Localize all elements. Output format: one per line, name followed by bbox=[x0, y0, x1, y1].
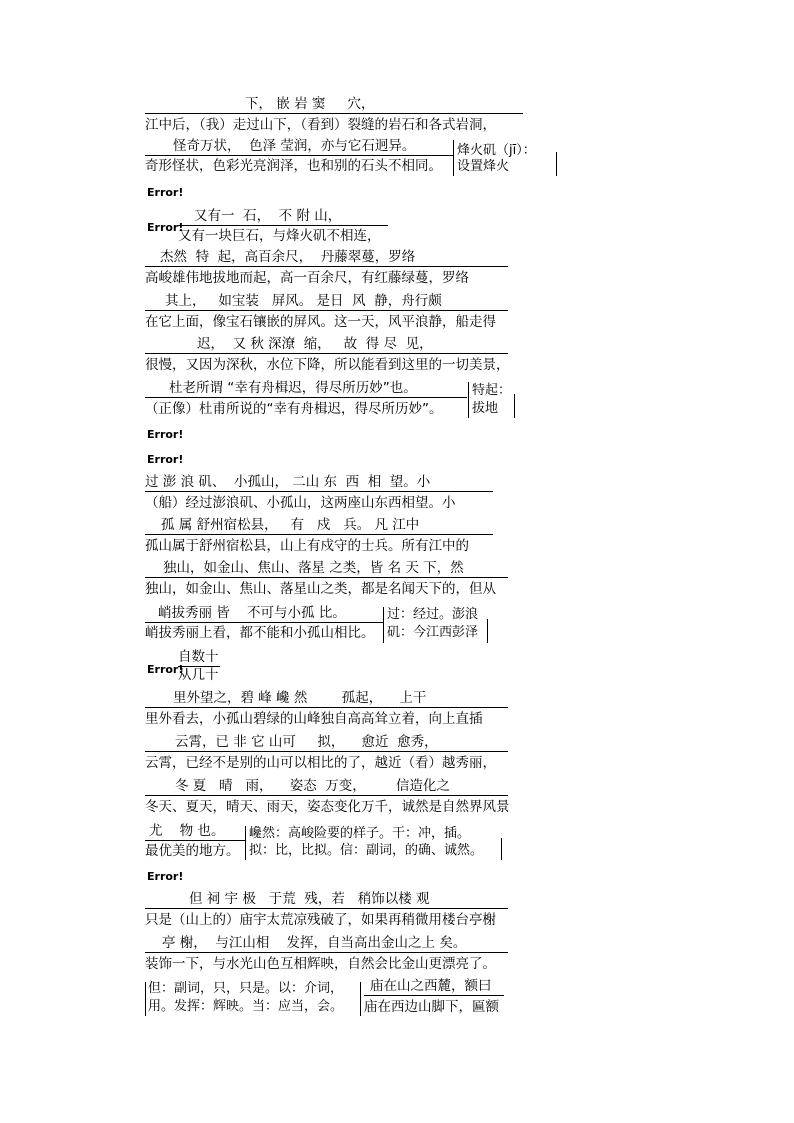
error-marker-1: Error! bbox=[147, 186, 184, 199]
p1-translation-line-1: 江中后，（我）走过山下，（看到）裂缝的岩石和各式岩洞， bbox=[145, 117, 496, 133]
p5-note-line-1: 但：副词，只，只是。以：介词， bbox=[148, 981, 344, 996]
p3-note-line-1: 过：经过。澎浪 bbox=[387, 607, 479, 622]
p2-note-line-2: 拔地 bbox=[472, 401, 499, 416]
p5-original-line-1: 但 祠 宇 极 于荒 残，若 稍饰以楼 观 bbox=[145, 890, 508, 909]
p2-original-line-3: 其上， 如宝装 屏风。 是日 风 静，舟行颇 bbox=[145, 292, 508, 311]
p1-note-line-2: 设置烽火 bbox=[457, 159, 510, 174]
p2-note-line-1: 特起： bbox=[472, 383, 512, 398]
p4-translation-line-1: 里外看去，小孤山碧绿的山峰独自高高耸立着，向上直插 bbox=[145, 711, 483, 727]
p2-translation-line-3: 在它上面，像宝石镶嵌的屏风。这一天，风平浪静，船走得 bbox=[145, 314, 496, 330]
p4-original-line-3: 冬 夏 晴 雨， 姿态 万变， 信造化之 bbox=[145, 777, 508, 796]
p4-original-line-1: 里外望之，碧 峰 巉 然 孤起， 上干 bbox=[145, 689, 508, 708]
p1-translation-line-2: 奇形怪状，色彩光亮润泽，也和别的石头不相同。 bbox=[145, 158, 442, 174]
p1-note-right-bracket bbox=[556, 152, 557, 176]
p3-translation-line-3: 独山，如金山、焦山、落星山之类，都是名闻天下的，但从 bbox=[145, 581, 496, 597]
p3-note-right-bracket bbox=[487, 619, 488, 643]
p4-note-line-1: 巉然：高峻险要的样子。干：冲，插。 bbox=[249, 826, 471, 841]
p5-note-left-bracket bbox=[145, 982, 146, 1016]
error-marker-2: Error! bbox=[147, 221, 184, 234]
p3-original-line-3: 独山，如金山、焦山、落星 之类，皆 名 天 下，然 bbox=[145, 559, 508, 578]
p1-note-line-1: 烽火矶（jī）： bbox=[457, 143, 536, 158]
p4-translation-line-4: 最优美的地方。 bbox=[145, 843, 240, 859]
p4-note-right-bracket bbox=[501, 838, 502, 860]
p1-original-line-2: 怪奇万状， 色泽 莹润，亦与它石迥异。 bbox=[145, 137, 453, 156]
p4-translation-line-3: 冬天、夏天，晴天、雨天，姿态变化万千，诚然是自然界风景 bbox=[145, 799, 510, 815]
p3-original-line-1: 过 澎 浪 矶、 小孤山， 二山 东 西 相 望。小 bbox=[145, 473, 493, 492]
p1-note-left-bracket bbox=[453, 140, 454, 176]
error-marker-3: Error! bbox=[147, 428, 184, 441]
p3-note-left-bracket bbox=[383, 607, 384, 643]
p5-translation-line-2: 装饰一下，与水光山色互相辉映，自然会比金山更漂亮了。 bbox=[145, 956, 496, 972]
p2-translation-line-4: 很慢，又因为深秋，水位下降，所以能看到这里的一切美景， bbox=[145, 357, 510, 373]
p4-note-left-bracket bbox=[245, 826, 246, 860]
p5-original-line-3: 庙在山之西麓，额曰 bbox=[364, 977, 504, 996]
p5-note2-left-bracket bbox=[360, 982, 361, 1016]
p4-original-lead: 自数十 bbox=[178, 649, 219, 665]
p1-original-line-1: 下， 嵌 岩 窦 穴， bbox=[145, 95, 523, 114]
p2-original-line-2: 杰然 特 起，高百余尺， 丹藤翠蔓，罗络 bbox=[145, 248, 508, 267]
p5-note-line-2: 用。发挥：辉映。当：应当，会。 bbox=[148, 999, 344, 1014]
p4-original-line-4: 尤 物 也。 bbox=[145, 822, 245, 841]
p2-translation-line-2: 高峻雄伟地拔地而起，高一百余尺，有红藤绿蔓，罗络 bbox=[145, 270, 469, 286]
p3-original-line-4: 峭拔秀丽 皆 不可与小孤 比。 bbox=[145, 604, 383, 623]
error-marker-5: Error! bbox=[147, 663, 184, 676]
p4-note-line-2: 拟：比，比拟。信：副词，的确、诚然。 bbox=[249, 843, 484, 858]
p5-original-line-2: 亭 榭， 与江山相 发挥，自当高出金山之上 矣。 bbox=[145, 934, 508, 953]
p4-translation-lead: 从几十 bbox=[178, 667, 219, 683]
error-marker-6: Error! bbox=[147, 870, 184, 883]
p3-translation-line-4: 峭拔秀丽上看，都不能和小孤山相比。 bbox=[145, 625, 375, 641]
p4-translation-line-2: 云霄，已经不是别的山可以相比的了，越近（看）越秀丽， bbox=[145, 755, 496, 771]
error-marker-4: Error! bbox=[147, 453, 184, 466]
p2-note-right-bracket bbox=[514, 394, 515, 418]
p3-translation-line-1: （船）经过澎浪矶、小孤山，这两座山东西相望。小 bbox=[145, 495, 456, 511]
p3-original-line-2: 孤 属 舒州宿松县， 有 戍 兵。 凡 江中 bbox=[145, 516, 493, 535]
p2-translation-line-1: 又有一块巨石，与烽火矶不相连， bbox=[178, 228, 381, 244]
p3-translation-line-2: 孤山属于舒州宿松县，山上有戍守的士兵。所有江中的 bbox=[145, 538, 469, 554]
p5-translation-line-1: 只是（山上的）庙宇太荒凉残破了，如果再稍微用楼台亭榭 bbox=[145, 912, 496, 928]
p2-original-line-1: 又有一 石， 不 附 山， bbox=[178, 207, 388, 226]
p2-translation-line-5: （正像）杜甫所说的“幸有舟楫迟，得尽所历妙”。 bbox=[145, 401, 443, 417]
p4-original-line-2: 云霄，已 非 它 山可 拟， 愈近 愈秀， bbox=[145, 733, 508, 752]
p5-translation-line-3: 庙在西边山脚下，匾额 bbox=[364, 999, 499, 1015]
p2-original-line-5: 杜老所谓 “幸有舟楫迟，得尽所历妙”也。 bbox=[145, 379, 467, 398]
p3-note-line-2: 矶：今江西彭泽 bbox=[387, 625, 479, 640]
p2-original-line-4: 迟， 又 秋 深潦 缩， 故 得 尽 见， bbox=[145, 335, 508, 354]
p2-note-left-bracket bbox=[468, 382, 469, 418]
